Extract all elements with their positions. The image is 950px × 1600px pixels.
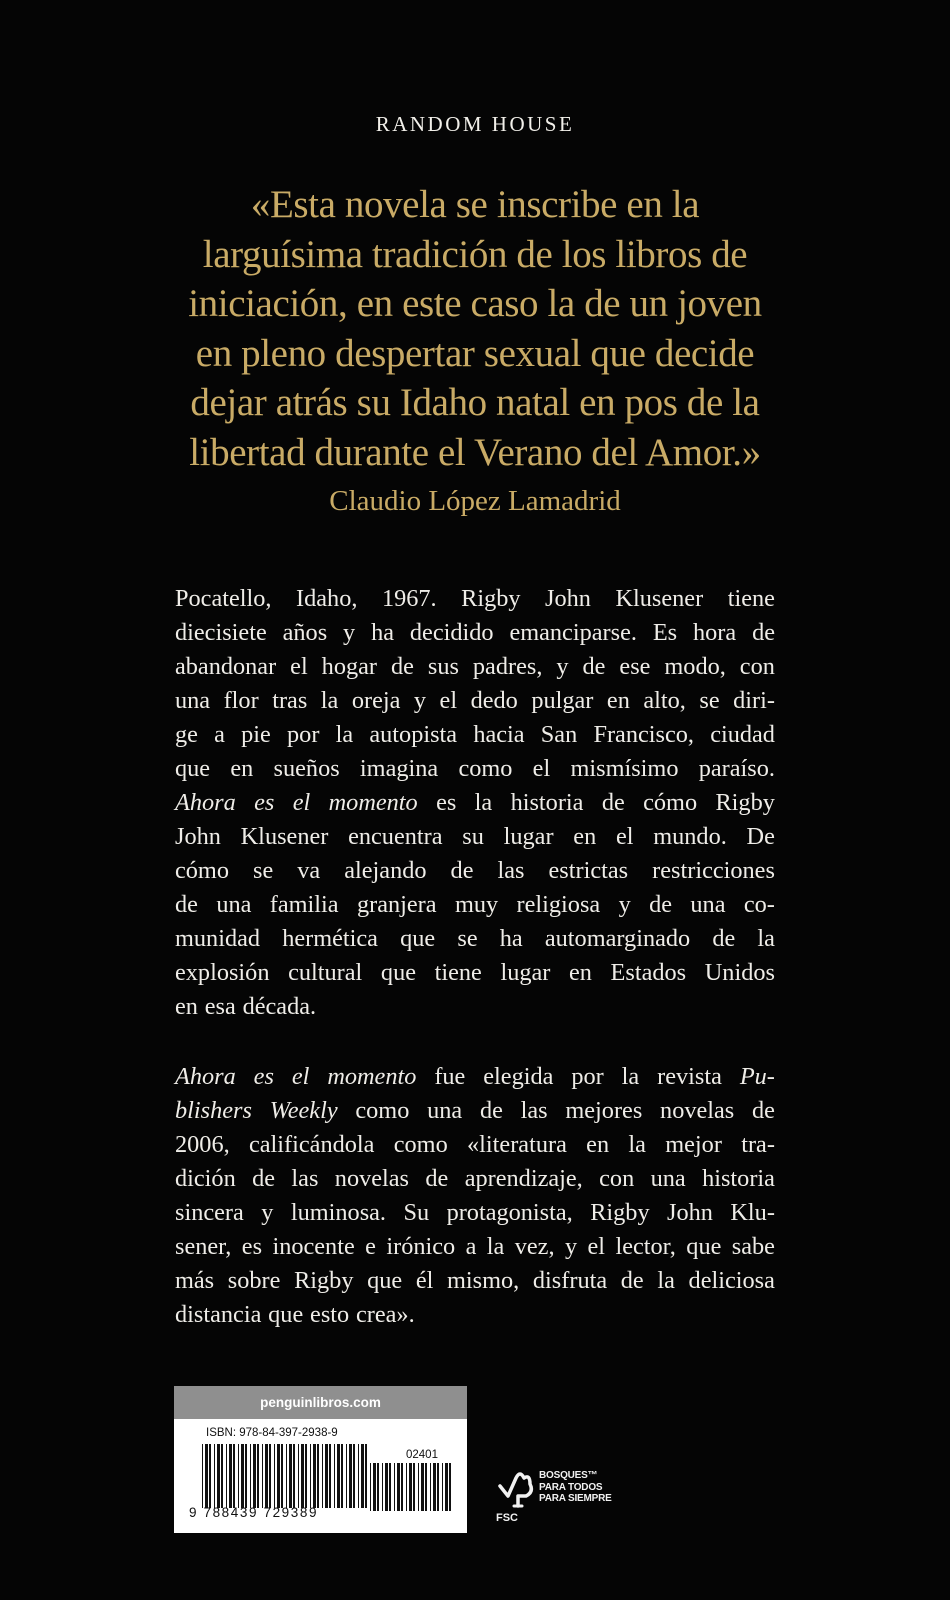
synopsis-line: Ahora es el momento es la historia de cómo Rigby bbox=[175, 789, 775, 816]
synopsis-line: ge a pie por la autopista hacia San Francisco, ciudad bbox=[175, 721, 775, 748]
barcode-label bbox=[174, 1386, 467, 1533]
fsc-certification bbox=[494, 1462, 644, 1532]
fsc-slogan bbox=[539, 1470, 612, 1505]
blurb-line: dejar atrás su Idaho natal en pos de la bbox=[190, 381, 760, 424]
barcode-digits: 9 788439 729389 bbox=[189, 1505, 319, 1520]
synopsis-line: munidad hermética que se ha automarginado de la bbox=[175, 925, 775, 952]
fsc-slogan-line: BOSQUES™ bbox=[539, 1470, 598, 1481]
synopsis-paragraph-2 bbox=[175, 1060, 775, 1332]
blurb-line: iniciación, en este caso la de un joven bbox=[188, 282, 762, 325]
synopsis-line: abandonar el hogar de sus padres, y de ese modo, con bbox=[175, 653, 775, 680]
fsc-slogan-line: PARA TODOS bbox=[539, 1481, 603, 1493]
synopsis-line: Pocatello, Idaho, 1967. Rigby John Klusener tiene bbox=[175, 585, 775, 612]
synopsis-line: sener, es inocente e irónico a la vez, y el lector, que sabe bbox=[175, 1233, 775, 1260]
synopsis-line: 2006, calificándola como «literatura en la mejor tra- bbox=[175, 1131, 775, 1158]
synopsis-line: distancia que esto crea». bbox=[175, 1301, 415, 1328]
fsc-tree-check-icon bbox=[494, 1462, 536, 1510]
synopsis-line: John Klusener encuentra su lugar en el mundo. De bbox=[175, 823, 775, 850]
blurb-line: «Esta novela se inscribe en la bbox=[250, 183, 700, 226]
isbn-number: ISBN: 978-84-397-2938-9 bbox=[206, 1427, 338, 1439]
synopsis-line: en esa década. bbox=[175, 993, 317, 1020]
barcode-icon bbox=[202, 1444, 368, 1508]
blurb-line: larguísima tradición de los libros de bbox=[202, 232, 748, 276]
synopsis-line: más sobre Rigby que él mismo, disfruta de la deliciosa bbox=[175, 1267, 775, 1294]
publisher-name: RANDOM HOUSE bbox=[375, 112, 575, 136]
price-code: 02401 bbox=[406, 1449, 438, 1461]
blurb-attribution: Claudio López Lamadrid bbox=[329, 485, 621, 517]
synopsis-line: blishers Weekly como una de las mejores novelas de bbox=[175, 1097, 775, 1124]
fsc-slogan-line: PARA SIEMPRE bbox=[539, 1493, 612, 1504]
synopsis-line: una flor tras la oreja y el dedo pulgar en alto, se diri- bbox=[175, 687, 775, 714]
synopsis-line: cómo se va alejando de las estrictas restricciones bbox=[175, 857, 775, 884]
barcode-addon-icon bbox=[370, 1463, 452, 1511]
fsc-label: FSC bbox=[496, 1512, 518, 1524]
synopsis-paragraph-1 bbox=[175, 582, 775, 1024]
synopsis-line: que en sueños imagina como el mismísimo paraíso. bbox=[175, 755, 775, 782]
synopsis-line: sincera y luminosa. Su protagonista, Rigby John Klu- bbox=[175, 1199, 775, 1226]
synopsis-line: dición de las novelas de aprendizaje, con una historia bbox=[175, 1165, 775, 1192]
blurb-line: en pleno despertar sexual que decide bbox=[195, 331, 755, 375]
synopsis-line: Ahora es el momento fue elegida por la revista Pu- bbox=[175, 1063, 775, 1090]
website-url: penguinlibros.com bbox=[174, 1386, 467, 1419]
synopsis-line: diecisiete años y ha decidido emanciparse. Es hora de bbox=[175, 619, 775, 646]
synopsis-line: explosión cultural que tiene lugar en Estados Unidos bbox=[175, 959, 775, 986]
synopsis-line: de una familia granjera muy religiosa y de una co- bbox=[175, 891, 775, 918]
blurb-line: libertad durante el Verano del Amor.» bbox=[189, 430, 761, 474]
blurb-quote bbox=[150, 180, 800, 521]
